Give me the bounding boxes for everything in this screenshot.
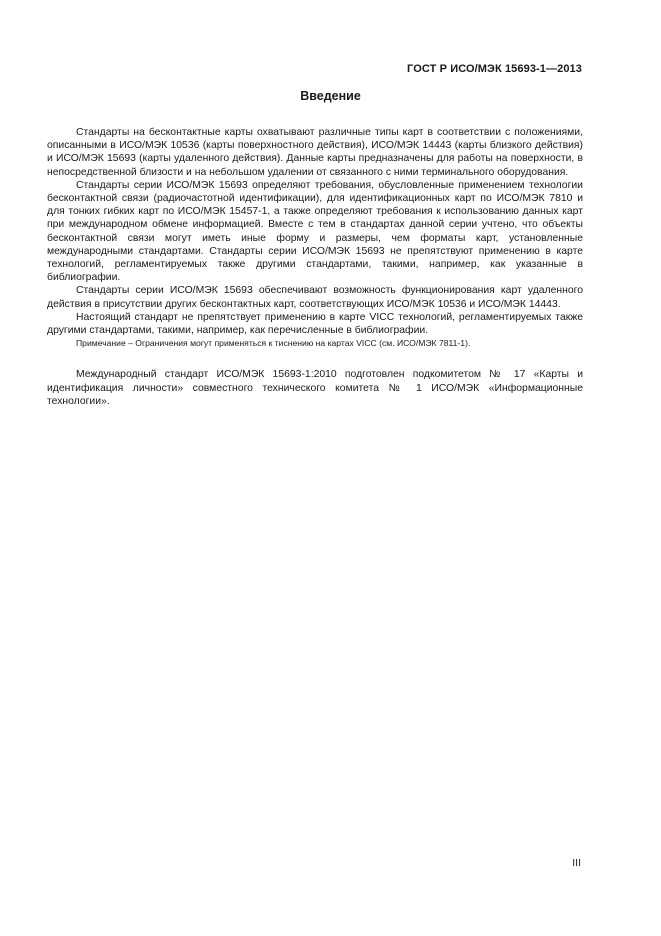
paragraph-3: Стандарты серии ИСО/МЭК 15693 обеспечивают возможность функционирования карт удаленного действия в присутствии других бесконтактных карт, соответствующих ИСО/МЭК 10536 и ИСО/МЭК 14443. <box>47 285 583 310</box>
paragraph-2: Стандарты серии ИСО/МЭК 15693 определяют требования, обусловленные применением технологии бесконтактной связи (радиочастотной идентификации), для идентификационных карт по ИСО/МЭК 7810 и для тонких гибких карт по ИСО/МЭК 15457-1, а также определяют требования к использованию данных карт при международном обмене информацией. Вместе с тем в стандартах данной серии учтено, что объекты бесконтактной связи могут иметь иные форму и размеры, чем форматы карт, установленные международными стандартами. Стандарты серии ИСО/МЭК 15693 не препятствуют применению в карте технологий, регламентируемых также другими стандартами, такими, например, как указанные в библиографии. <box>47 179 583 284</box>
document-header-code: ГОСТ Р ИСО/МЭК 15693-1—2013 <box>407 63 582 75</box>
note-paragraph: Примечание – Ограничения могут применяться к тиснению на картах VICC (см. ИСО/МЭК 7811-1). <box>76 338 471 349</box>
page-number: III <box>572 857 581 869</box>
section-title: Введение <box>300 89 361 103</box>
closing-paragraph: Международный стандарт ИСО/МЭК 15693-1:2010 подготовлен подкомитетом № 17 «Карты и идентификация личности» совместного технического комитета № 1 ИСО/МЭК «Информационные технологии». <box>47 369 583 407</box>
introduction-body <box>47 126 583 408</box>
paragraph-4: Настоящий стандарт не препятствует применению в карте VICC технологий, регламентируемых также другими стандартами, такими, например, как перечисленные в библиографии. <box>47 311 583 337</box>
paragraph-1: Стандарты на бесконтактные карты охватывают различные типы карт в соответствии с положениями, описанными в ИСО/МЭК 10536 (карты поверхностного действия), ИСО/МЭК 14443 (карты близкого действия) и ИСО/МЭК 15693 (карты удаленного действия). Данные карты предназначены для работы на поверхности, в непосредственной близости и на небольшом удалении от связанного с ними терминального оборудования. <box>47 127 583 178</box>
